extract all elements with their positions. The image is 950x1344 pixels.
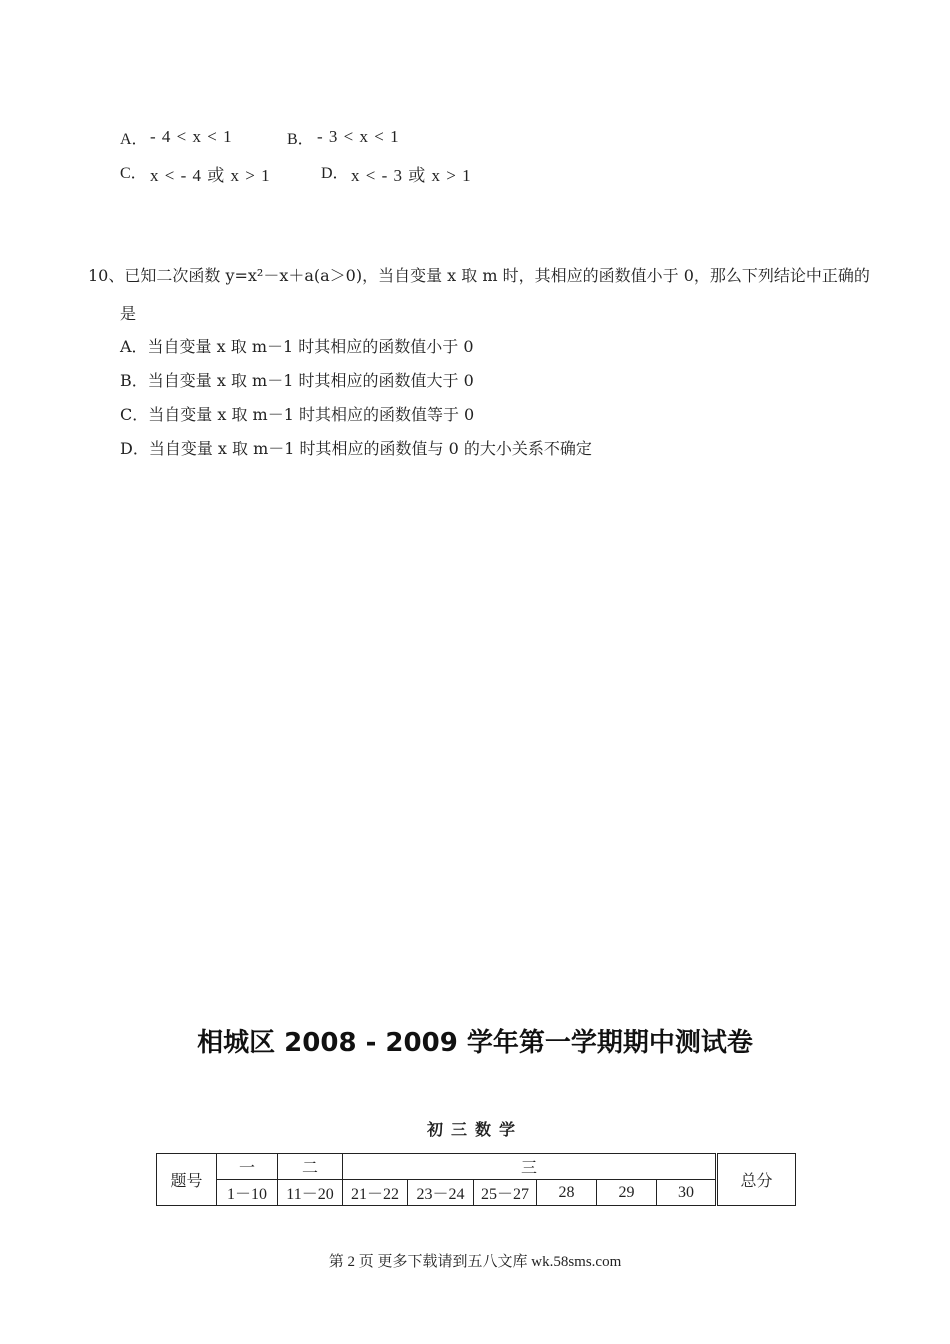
range-cell: 1－10: [217, 1180, 278, 1206]
score-table: [156, 1153, 796, 1206]
section-2-cell: 二: [278, 1154, 343, 1180]
range-cell: 29: [597, 1180, 657, 1206]
q9-option-b-label: B．: [287, 131, 314, 148]
q10-stem: 10、已知二次函数 y=x²－x＋a(a＞0)，当自变量 x 取 m 时，其相应的函数值小于 0，那么下列结论中正确的: [88, 266, 870, 285]
section-3-cell: 三: [343, 1154, 717, 1180]
q10-option-c: C．当自变量 x 取 m－1 时其相应的函数值等于 0: [120, 405, 475, 424]
q10-option-a: A．当自变量 x 取 m－1 时其相应的函数值小于 0: [120, 337, 474, 356]
q9-option-c-label: C．: [120, 165, 147, 182]
q9-option-d-expr: x < - 3 或 x > 1: [351, 166, 472, 185]
q9-option-a-label: A．: [120, 131, 148, 148]
range-cell: 23－24: [408, 1180, 474, 1206]
range-cell: 21－22: [343, 1180, 408, 1206]
q10-option-b: B．当自变量 x 取 m－1 时其相应的函数值大于 0: [120, 371, 474, 390]
exam-subtitle: 初三数学: [426, 1120, 523, 1139]
q10-stem-cont: 是: [120, 304, 137, 323]
page-footer: 第 2 页 更多下载请到五八文库 wk.58sms.com: [328, 1254, 622, 1270]
q9-option-a-expr: - 4 < x < 1: [150, 127, 233, 146]
range-cell: 25－27: [474, 1180, 537, 1206]
row-header-cell: 题号: [157, 1154, 217, 1206]
exam-title: 相城区 2008 - 2009 学年第一学期期中测试卷: [197, 1028, 753, 1058]
range-cell: 30: [657, 1180, 717, 1206]
q9-option-b-expr: - 3 < x < 1: [317, 127, 400, 146]
total-cell: 总分: [717, 1154, 796, 1206]
q9-option-c-expr: x < - 4 或 x > 1: [150, 166, 271, 185]
range-cell: 28: [537, 1180, 597, 1206]
q10-option-d: D．当自变量 x 取 m－1 时其相应的函数值与 0 的大小关系不确定: [120, 439, 592, 458]
q9-option-d-label: D．: [321, 165, 349, 182]
range-cell: 11－20: [278, 1180, 343, 1206]
section-1-cell: 一: [217, 1154, 278, 1180]
